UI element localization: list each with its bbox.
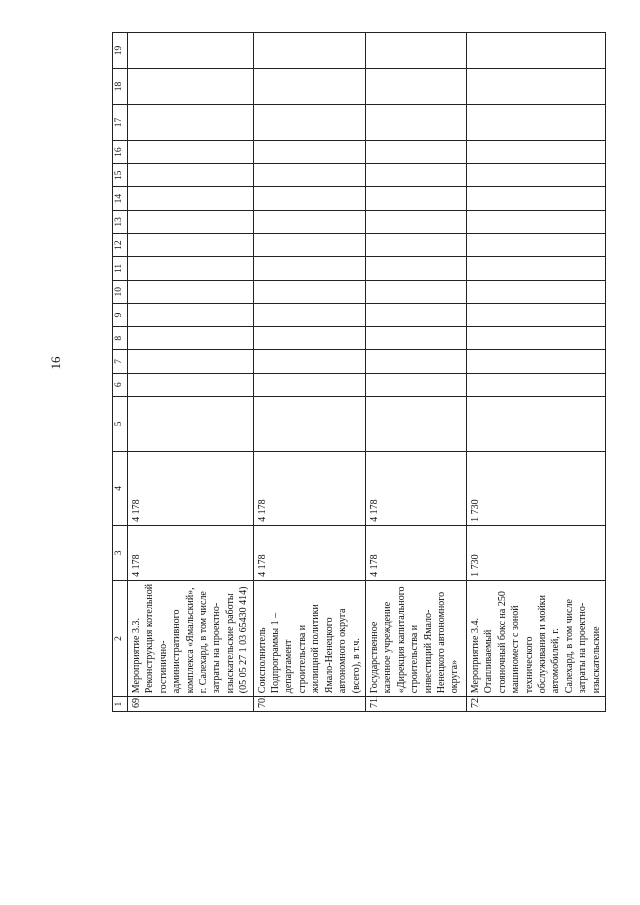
empty-cell xyxy=(128,164,254,187)
empty-cell xyxy=(365,69,466,105)
empty-cell xyxy=(466,373,605,396)
empty-cell xyxy=(253,303,365,326)
page-number: 16 xyxy=(48,356,63,370)
empty-cell xyxy=(365,140,466,163)
col3-value: 4 178 xyxy=(365,525,466,580)
empty-cell xyxy=(466,33,605,69)
empty-cell xyxy=(466,257,605,280)
header-cell: 2 xyxy=(113,580,128,696)
empty-cell xyxy=(466,234,605,257)
empty-cell xyxy=(466,164,605,187)
empty-cell xyxy=(253,280,365,303)
empty-cell xyxy=(466,69,605,105)
empty-cell xyxy=(253,105,365,141)
col4-value: 4 178 xyxy=(365,451,466,525)
empty-cell xyxy=(365,396,466,451)
header-cell: 19 xyxy=(113,33,128,69)
header-cell: 8 xyxy=(113,327,128,350)
empty-cell xyxy=(365,187,466,210)
empty-cell xyxy=(365,257,466,280)
header-cell: 7 xyxy=(113,350,128,373)
rotated-table-container xyxy=(112,32,600,712)
empty-cell xyxy=(365,373,466,396)
col4-value: 1 730 xyxy=(466,451,605,525)
table-row xyxy=(128,33,254,712)
empty-cell xyxy=(365,327,466,350)
empty-cell xyxy=(128,373,254,396)
header-cell: 13 xyxy=(113,210,128,233)
empty-cell xyxy=(253,140,365,163)
header-cell: 11 xyxy=(113,257,128,280)
row-description: Мероприятие 3.4. Отапливаемый стояночный бокс на 250 машиномест с зоной технического обслуживания и мойки автомобилей, г. Салехард, в том числе затраты на проектно-изыскательские xyxy=(466,580,605,696)
empty-cell xyxy=(128,33,254,69)
empty-cell xyxy=(253,33,365,69)
empty-cell xyxy=(128,350,254,373)
empty-cell xyxy=(466,303,605,326)
empty-cell xyxy=(128,303,254,326)
header-cell: 15 xyxy=(113,164,128,187)
header-row xyxy=(113,33,128,712)
empty-cell xyxy=(253,327,365,350)
empty-cell xyxy=(253,257,365,280)
empty-cell xyxy=(466,327,605,350)
header-cell: 12 xyxy=(113,234,128,257)
empty-cell xyxy=(253,187,365,210)
empty-cell xyxy=(128,140,254,163)
empty-cell xyxy=(253,373,365,396)
col4-value: 4 178 xyxy=(253,451,365,525)
empty-cell xyxy=(128,327,254,350)
col4-value: 4 178 xyxy=(128,451,254,525)
empty-cell xyxy=(365,210,466,233)
empty-cell xyxy=(128,280,254,303)
header-cell: 14 xyxy=(113,187,128,210)
table-row xyxy=(365,33,466,712)
header-cell: 10 xyxy=(113,280,128,303)
empty-cell xyxy=(128,187,254,210)
header-cell: 4 xyxy=(113,451,128,525)
empty-cell xyxy=(253,396,365,451)
empty-cell xyxy=(128,257,254,280)
table-row xyxy=(466,33,605,712)
empty-cell xyxy=(466,350,605,373)
empty-cell xyxy=(253,234,365,257)
row-number: 72. xyxy=(466,697,605,712)
empty-cell xyxy=(466,396,605,451)
empty-cell xyxy=(365,280,466,303)
empty-cell xyxy=(128,210,254,233)
header-cell: 1 xyxy=(113,697,128,712)
row-number: 69. xyxy=(128,697,254,712)
header-cell: 6 xyxy=(113,373,128,396)
empty-cell xyxy=(253,210,365,233)
empty-cell xyxy=(365,234,466,257)
row-number: 70. xyxy=(253,697,365,712)
empty-cell xyxy=(253,164,365,187)
header-cell: 5 xyxy=(113,396,128,451)
header-cell: 18 xyxy=(113,69,128,105)
row-description: Государственное казенное учреждение «Дирекция капитального строительства и инвестиций Ямало-Ненецкого автономного округа» xyxy=(365,580,466,696)
empty-cell xyxy=(365,164,466,187)
row-description: Мероприятие 3.3. Реконструкция котельной гостинично-административного комплекса «Ямальский», г. Салехард, в том числе затраты на проектно-изыскательские работы (05 05 27 1 03 65430 414) xyxy=(128,580,254,696)
empty-cell xyxy=(466,210,605,233)
empty-cell xyxy=(365,350,466,373)
program-table xyxy=(112,32,606,712)
header-cell: 9 xyxy=(113,303,128,326)
row-description: Соисполнитель Подпрограммы 1 – департамент строительства и жилищной политики Ямало-Ненецкого автономного округа (всего), в т.ч. xyxy=(253,580,365,696)
table-row xyxy=(253,33,365,712)
col3-value: 4 178 xyxy=(253,525,365,580)
header-cell: 3 xyxy=(113,525,128,580)
empty-cell xyxy=(128,234,254,257)
empty-cell xyxy=(466,187,605,210)
col3-value: 4 178 xyxy=(128,525,254,580)
empty-cell xyxy=(128,105,254,141)
empty-cell xyxy=(466,140,605,163)
empty-cell xyxy=(128,69,254,105)
col3-value: 1 730 xyxy=(466,525,605,580)
empty-cell xyxy=(128,396,254,451)
header-cell: 17 xyxy=(113,105,128,141)
empty-cell xyxy=(253,69,365,105)
row-number: 71. xyxy=(365,697,466,712)
empty-cell xyxy=(466,280,605,303)
empty-cell xyxy=(365,33,466,69)
empty-cell xyxy=(253,350,365,373)
header-cell: 16 xyxy=(113,140,128,163)
empty-cell xyxy=(466,105,605,141)
empty-cell xyxy=(365,105,466,141)
empty-cell xyxy=(365,303,466,326)
